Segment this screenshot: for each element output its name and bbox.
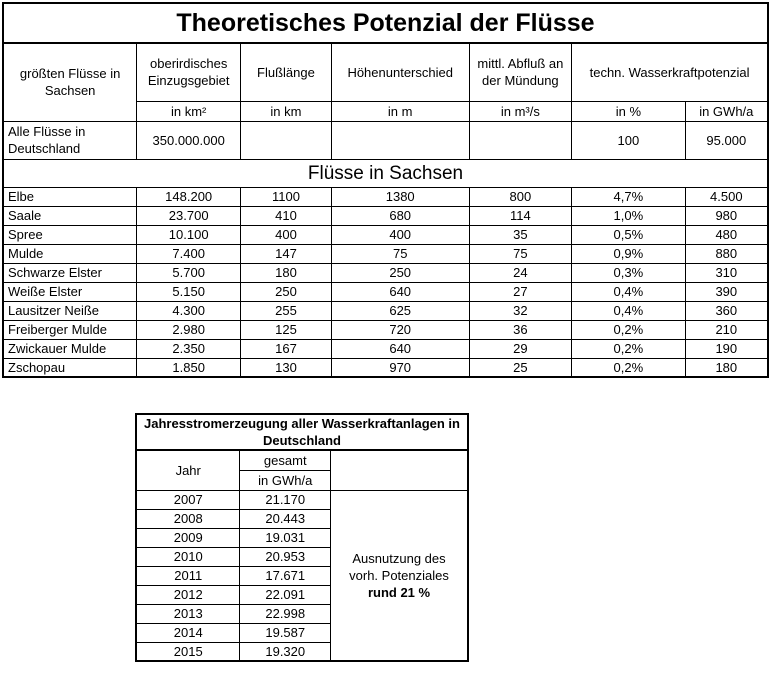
river-flow: 36	[469, 320, 572, 339]
all-rivers-area: 350.000.000	[137, 121, 241, 159]
river-percent: 0,4%	[572, 282, 685, 301]
annual-title: Jahresstromerzeugung aller Wasserkraftanlagen in Deutschland	[136, 414, 468, 450]
river-name: Weiße Elster	[3, 282, 137, 301]
all-rivers-flow	[469, 121, 572, 159]
usage-note-text: Ausnutzung des vorh. Potenziales	[349, 550, 449, 583]
annual-value: 19.587	[240, 623, 331, 642]
river-area: 5.150	[137, 282, 241, 301]
river-name: Zschopau	[3, 358, 137, 377]
river-flow: 35	[469, 225, 572, 244]
annual-year: 2007	[136, 490, 240, 509]
river-height: 640	[331, 282, 469, 301]
river-length: 125	[241, 320, 332, 339]
river-length: 255	[241, 301, 332, 320]
river-height: 680	[331, 206, 469, 225]
unit-height: in m	[331, 101, 469, 121]
river-area: 10.100	[137, 225, 241, 244]
river-length: 147	[241, 244, 332, 263]
river-flow: 29	[469, 339, 572, 358]
table-row-all-rivers	[3, 121, 768, 159]
river-gwh: 480	[685, 225, 768, 244]
river-gwh: 190	[685, 339, 768, 358]
river-name: Schwarze Elster	[3, 263, 137, 282]
river-area: 5.700	[137, 263, 241, 282]
all-rivers-percent: 100	[572, 121, 685, 159]
river-name: Zwickauer Mulde	[3, 339, 137, 358]
river-length: 400	[241, 225, 332, 244]
annual-year: 2015	[136, 642, 240, 661]
river-gwh: 4.500	[685, 187, 768, 206]
river-percent: 0,2%	[572, 320, 685, 339]
page-title: Theoretisches Potenzial der Flüsse	[3, 3, 768, 43]
river-percent: 0,2%	[572, 339, 685, 358]
river-flow: 24	[469, 263, 572, 282]
river-percent: 1,0%	[572, 206, 685, 225]
table-row	[3, 225, 768, 244]
river-area: 23.700	[137, 206, 241, 225]
usage-note-value: rund 21 %	[367, 584, 431, 600]
river-length: 167	[241, 339, 332, 358]
river-gwh: 880	[685, 244, 768, 263]
annual-value: 19.031	[240, 528, 331, 547]
annual-value: 20.953	[240, 547, 331, 566]
header-total-unit: in GWh/a	[240, 470, 331, 490]
river-area: 1.850	[137, 358, 241, 377]
header-height: Höhenunterschied	[331, 43, 469, 101]
table-row	[3, 244, 768, 263]
river-height: 970	[331, 358, 469, 377]
table-row	[3, 358, 768, 377]
annual-year: 2014	[136, 623, 240, 642]
river-flow: 114	[469, 206, 572, 225]
header-total: gesamt	[240, 450, 331, 470]
river-length: 250	[241, 282, 332, 301]
river-length: 410	[241, 206, 332, 225]
river-name: Elbe	[3, 187, 137, 206]
river-area: 2.980	[137, 320, 241, 339]
river-flow: 32	[469, 301, 572, 320]
river-height: 75	[331, 244, 469, 263]
river-area: 4.300	[137, 301, 241, 320]
river-gwh: 390	[685, 282, 768, 301]
river-height: 720	[331, 320, 469, 339]
annual-year: 2012	[136, 585, 240, 604]
river-flow: 27	[469, 282, 572, 301]
river-height: 250	[331, 263, 469, 282]
river-height: 625	[331, 301, 469, 320]
river-gwh: 310	[685, 263, 768, 282]
river-area: 148.200	[137, 187, 241, 206]
annual-year: 2011	[136, 566, 240, 585]
unit-flow: in m³/s	[469, 101, 572, 121]
table-row	[3, 282, 768, 301]
river-name: Spree	[3, 225, 137, 244]
unit-gwh: in GWh/a	[685, 101, 768, 121]
river-name: Saale	[3, 206, 137, 225]
annual-year: 2010	[136, 547, 240, 566]
all-rivers-gwh: 95.000	[685, 121, 768, 159]
section-title: Flüsse in Sachsen	[3, 159, 768, 187]
annual-value: 22.998	[240, 604, 331, 623]
river-name: Freiberger Mulde	[3, 320, 137, 339]
unit-length: in km	[241, 101, 332, 121]
header-flow: mittl. Abfluß an der Mündung	[469, 43, 572, 101]
annual-value: 20.443	[240, 509, 331, 528]
header-length: Flußlänge	[241, 43, 332, 101]
all-rivers-name: Alle Flüsse in Deutschland	[3, 121, 137, 159]
header-potential: techn. Wasserkraftpotenzial	[572, 43, 768, 101]
river-length: 130	[241, 358, 332, 377]
river-flow: 800	[469, 187, 572, 206]
river-percent: 0,4%	[572, 301, 685, 320]
river-percent: 0,5%	[572, 225, 685, 244]
unit-area: in km²	[137, 101, 241, 121]
river-height: 400	[331, 225, 469, 244]
all-rivers-height	[331, 121, 469, 159]
annual-value: 21.170	[240, 490, 331, 509]
river-height: 640	[331, 339, 469, 358]
table-row	[3, 263, 768, 282]
annual-production-table	[135, 413, 469, 662]
river-percent: 0,3%	[572, 263, 685, 282]
annual-value: 22.091	[240, 585, 331, 604]
header-area: oberirdisches Einzugsgebiet	[137, 43, 241, 101]
river-length: 1100	[241, 187, 332, 206]
river-area: 7.400	[137, 244, 241, 263]
annual-year: 2009	[136, 528, 240, 547]
river-name: Lausitzer Neiße	[3, 301, 137, 320]
table-row	[136, 490, 468, 509]
annual-value: 17.671	[240, 566, 331, 585]
table-row	[3, 339, 768, 358]
unit-percent: in %	[572, 101, 685, 121]
annual-year: 2008	[136, 509, 240, 528]
river-height: 1380	[331, 187, 469, 206]
river-percent: 0,9%	[572, 244, 685, 263]
table-row	[3, 187, 768, 206]
header-river-name: größten Flüsse in Sachsen	[3, 43, 137, 121]
river-potential-table	[2, 2, 769, 378]
table-row	[3, 320, 768, 339]
river-gwh: 980	[685, 206, 768, 225]
annual-value: 19.320	[240, 642, 331, 661]
usage-note	[331, 490, 468, 661]
river-gwh: 360	[685, 301, 768, 320]
blank-cell	[331, 450, 468, 490]
table-row	[3, 206, 768, 225]
river-percent: 0,2%	[572, 358, 685, 377]
river-name: Mulde	[3, 244, 137, 263]
annual-year: 2013	[136, 604, 240, 623]
river-gwh: 180	[685, 358, 768, 377]
river-flow: 25	[469, 358, 572, 377]
river-area: 2.350	[137, 339, 241, 358]
river-flow: 75	[469, 244, 572, 263]
river-length: 180	[241, 263, 332, 282]
river-gwh: 210	[685, 320, 768, 339]
header-year: Jahr	[136, 450, 240, 490]
all-rivers-length	[241, 121, 332, 159]
table-row	[3, 301, 768, 320]
river-percent: 4,7%	[572, 187, 685, 206]
